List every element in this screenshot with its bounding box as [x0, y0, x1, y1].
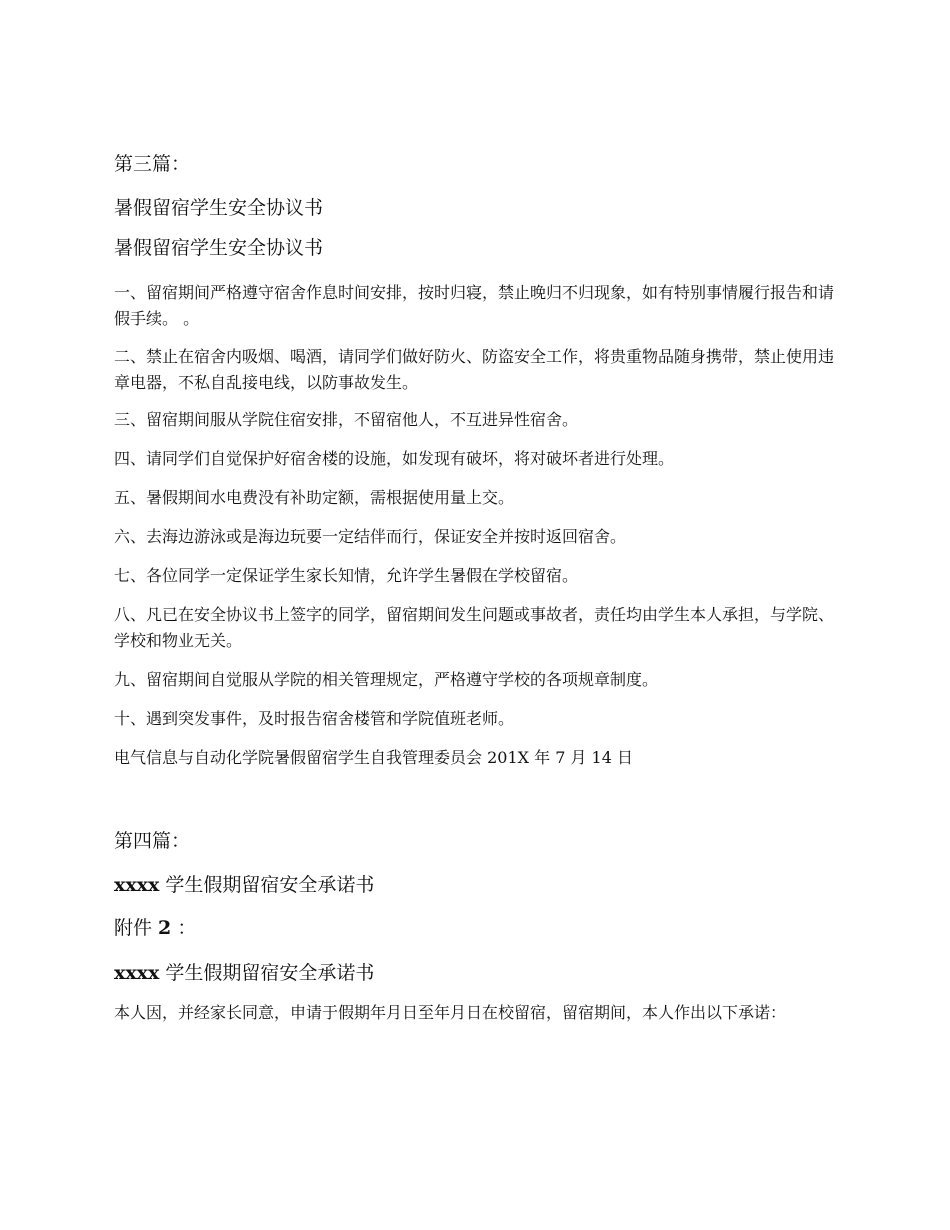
attachment-suffix: ： [171, 917, 197, 939]
section4-subtitle [114, 961, 374, 985]
clause-8: 八、凡已在安全协议书上签字的同学，留宿期间发生问题或事故者，责任均由学生本人承担，与学院、学校和物业无关。 [114, 605, 835, 650]
clause-7: 七、各位同学一定保证学生家长知情，允许学生暑假在学校留宿。 [114, 566, 579, 585]
clause-9: 九、留宿期间自觉服从学院的相关管理规定，严格遵守学校的各项规章制度。 [114, 670, 659, 689]
clause-1: 一、留宿期间严格遵守宿舍作息时间安排，按时归寝，禁止晚归不归现象，如有特别事情履行报告和请假手续。 。 [114, 283, 835, 328]
attachment-number: 2 [158, 917, 172, 939]
clause-2: 二、禁止在宿舍内吸烟、喝酒，请同学们做好防火、防盗安全工作，将贵重物品随身携带，禁止使用违章电器，不私自乱接电线，以防事故发生。 [114, 347, 835, 392]
section4-subtitle-suffix: 学生假期留宿安全承诺书 [159, 962, 375, 984]
section4-subtitle-prefix: xxxx [114, 962, 160, 984]
clause-6: 六、去海边游泳或是海边玩要一定结伴而行，保证安全并按时返回宿舍。 [114, 527, 627, 546]
intro-paragraph: 本人因，并经家长同意，申请于假期年月日至年月日在校留宿，留宿期间，本人作出以下承诺： [114, 1003, 787, 1022]
section4-title [114, 873, 374, 897]
clause-3: 三、留宿期间服从学院住宿安排，不留宿他人，不互进异性宿舍。 [114, 410, 579, 429]
attachment-prefix: 附件 [114, 917, 159, 939]
section4-title-suffix: 学生假期留宿安全承诺书 [159, 874, 375, 896]
section4-label: 第四篇： [114, 830, 191, 852]
signature-line: 电气信息与自动化学院暑假留宿学生自我管理委员会 201X 年 7 月 14 日 [114, 748, 633, 767]
attachment-label [114, 916, 196, 940]
clause-4: 四、请同学们自觉保护好宿舍楼的设施，如发现有破坏，将对破坏者进行处理。 [114, 449, 675, 468]
section3-title: 暑假留宿学生安全协议书 [114, 197, 324, 219]
clause-5: 五、暑假期间水电费没有补助定额，需根据使用量上交。 [114, 488, 515, 507]
section4-title-prefix: xxxx [114, 874, 160, 896]
section3-label: 第三篇： [114, 153, 191, 175]
section3-subtitle: 暑假留宿学生安全协议书 [114, 237, 324, 259]
clause-10: 十、遇到突发事件，及时报告宿舍楼管和学院值班老师。 [114, 709, 515, 728]
